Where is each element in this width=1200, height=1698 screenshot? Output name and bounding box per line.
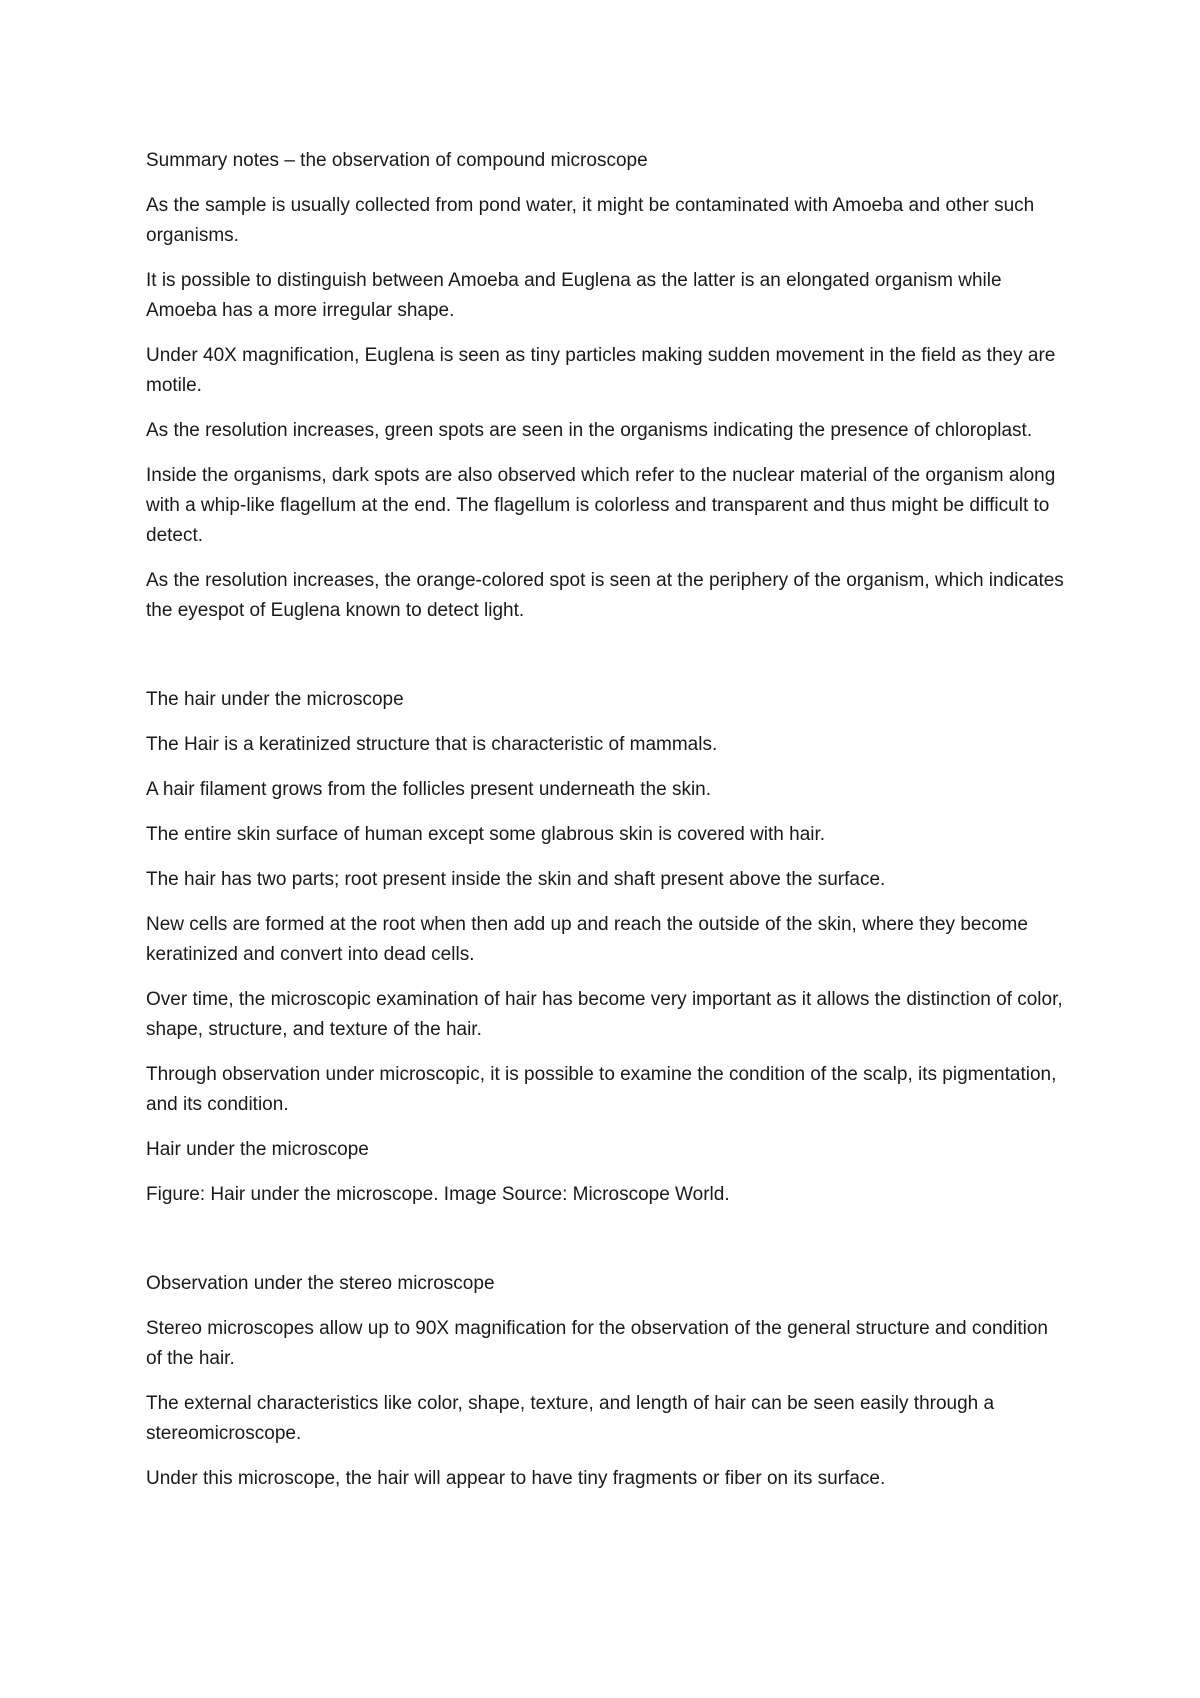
paragraph: Under this microscope, the hair will appear to have tiny fragments or fiber on its surface.: [146, 1468, 886, 1489]
figure-caption: Figure: Hair under the microscope. Image Source: Microscope World.: [146, 1184, 730, 1205]
paragraph: Stereo microscopes allow up to 90X magnification for the observation of the general structure and condition of the hair.: [146, 1318, 1048, 1369]
paragraph: Inside the organisms, dark spots are also observed which refer to the nuclear material of the organism along with a whip-like flagellum at the end. The flagellum is colorless and transparent and thus might be difficult to detect.: [146, 465, 1056, 546]
paragraph: Through observation under microscopic, it is possible to examine the condition of the scalp, its pigmentation, and its condition.: [146, 1064, 1057, 1115]
paragraph: Over time, the microscopic examination of hair has become very important as it allows the distinction of color, shape, structure, and texture of the hair.: [146, 989, 1063, 1040]
section-title-stereo-microscope: Observation under the stereo microscope: [146, 1273, 495, 1294]
section-title-compound-microscope: Summary notes – the observation of compound microscope: [146, 150, 648, 171]
paragraph: As the resolution increases, the orange-colored spot is seen at the periphery of the organism, which indicates the eyespot of Euglena known to detect light.: [146, 570, 1064, 621]
section-gap: [146, 641, 1066, 685]
paragraph: New cells are formed at the root when then add up and reach the outside of the skin, where they become keratinized and convert into dead cells.: [146, 914, 1028, 965]
paragraph: The hair has two parts; root present inside the skin and shaft present above the surface.: [146, 869, 886, 890]
paragraph: The entire skin surface of human except some glabrous skin is covered with hair.: [146, 824, 826, 845]
paragraph: As the resolution increases, green spots are seen in the organisms indicating the presence of chloroplast.: [146, 420, 1033, 441]
paragraph: A hair filament grows from the follicles present underneath the skin.: [146, 779, 712, 800]
document-page: [146, 146, 1066, 1509]
paragraph: As the sample is usually collected from pond water, it might be contaminated with Amoeba and other such organisms.: [146, 195, 1035, 246]
paragraph: The Hair is a keratinized structure that is characteristic of mammals.: [146, 734, 718, 755]
paragraph: Under 40X magnification, Euglena is seen as tiny particles making sudden movement in the field as they are motile.: [146, 345, 1056, 396]
section-gap: [146, 1225, 1066, 1269]
figure-title: Hair under the microscope: [146, 1139, 369, 1160]
paragraph: It is possible to distinguish between Amoeba and Euglena as the latter is an elongated organism while Amoeba has a more irregular shape.: [146, 270, 1002, 321]
paragraph: The external characteristics like color, shape, texture, and length of hair can be seen easily through a stereomicroscope.: [146, 1393, 995, 1444]
section-title-hair: The hair under the microscope: [146, 689, 404, 710]
